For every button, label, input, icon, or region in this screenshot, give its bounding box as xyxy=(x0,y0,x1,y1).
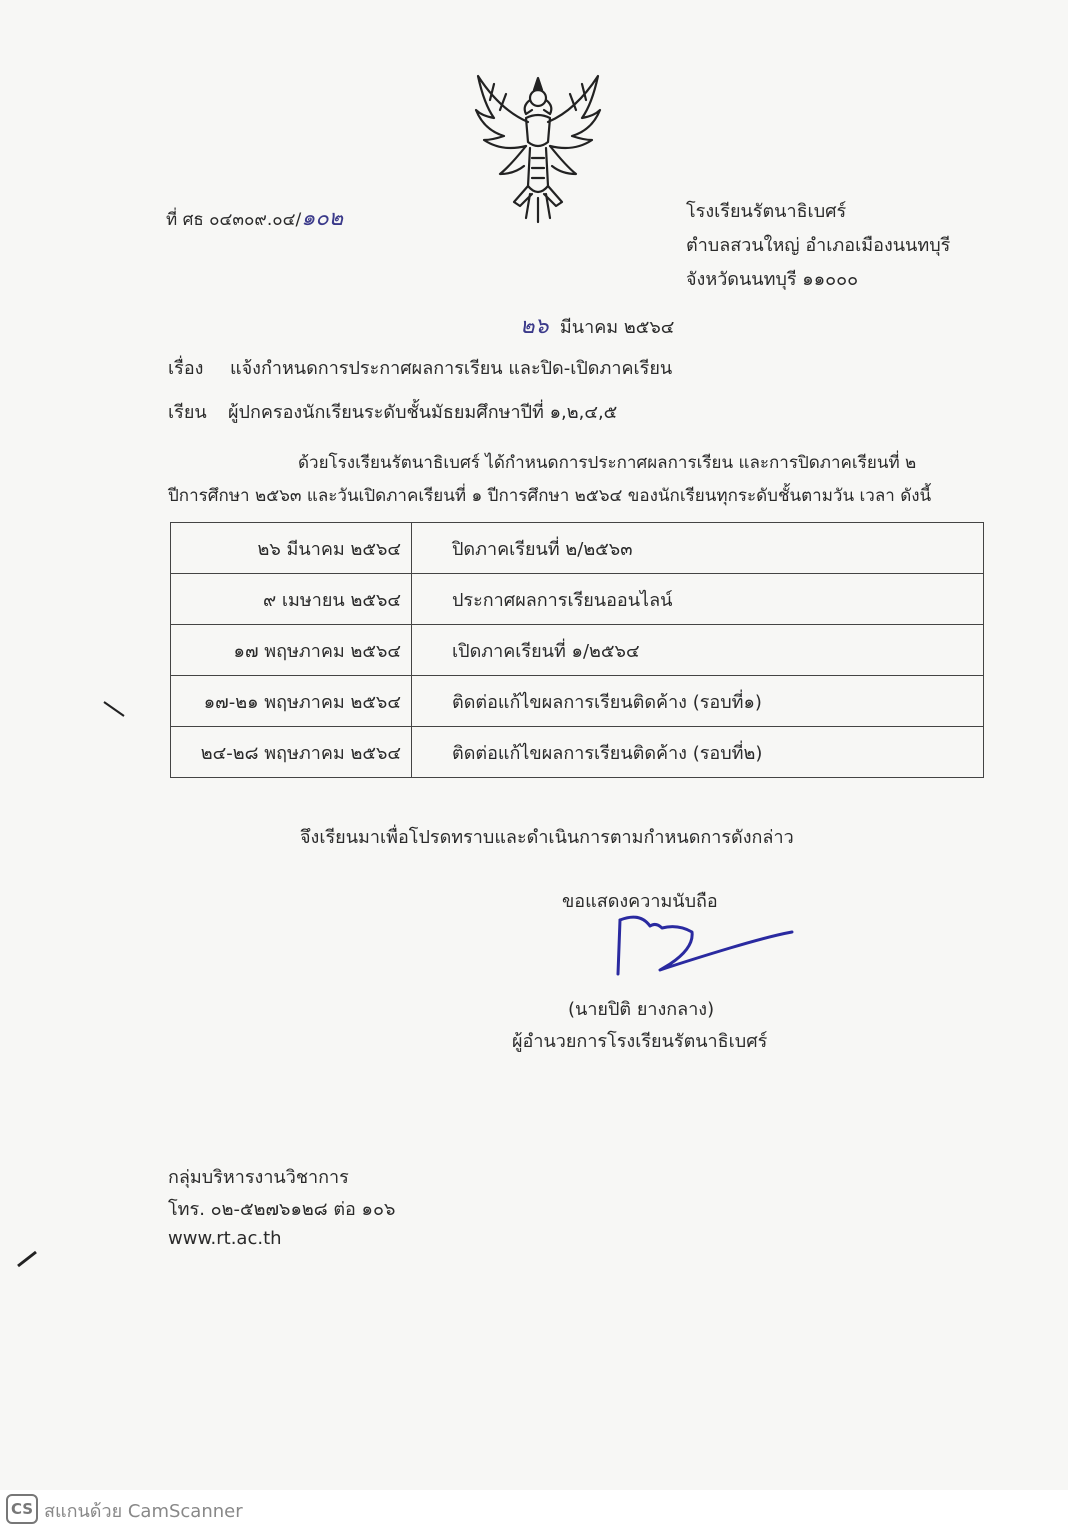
to-label: เรียน xyxy=(168,402,207,423)
school-name: โรงเรียนรัตนาธิเบศร์ xyxy=(686,201,847,222)
stray-mark-icon xyxy=(14,1248,40,1272)
subject-label: เรื่อง xyxy=(168,358,204,379)
schedule-row xyxy=(171,574,984,625)
schedule-event: เปิดภาคเรียนที่ ๑/๒๕๖๔ xyxy=(412,625,984,676)
reference-number: ที่ ศธ ๐๔๓๐๙.๐๔/๑๐๒ xyxy=(166,206,344,231)
schedule-date: ๒๔-๒๘ พฤษภาคม ๒๕๖๔ xyxy=(171,727,412,778)
schedule-date: ๑๗ พฤษภาคม ๒๕๖๔ xyxy=(171,625,412,676)
reference-handwritten: ๑๐๒ xyxy=(301,206,344,231)
schedule-event: ปิดภาคเรียนที่ ๒/๒๕๖๓ xyxy=(412,523,984,574)
schedule-date: ๑๗-๒๑ พฤษภาคม ๒๕๖๔ xyxy=(171,676,412,727)
signature-icon xyxy=(610,908,800,980)
schedule-date: ๙ เมษายน ๒๕๖๔ xyxy=(171,574,412,625)
schedule-event: ติดต่อแก้ไขผลการเรียนติดค้าง (รอบที่๒) xyxy=(412,727,984,778)
camscanner-label: สแกนด้วย CamScanner xyxy=(44,1501,243,1522)
website-link[interactable]: www.rt.ac.th xyxy=(168,1228,282,1249)
signer-title: ผู้อำนวยการโรงเรียนรัตนาธิเบศร์ xyxy=(512,1031,768,1052)
garuda-emblem-icon xyxy=(470,70,606,226)
regards-text: ขอแสดงความนับถือ xyxy=(562,891,718,912)
signer-name: (นายปิติ ยางกลาง) xyxy=(568,999,715,1020)
schedule-event: ติดต่อแก้ไขผลการเรียนติดค้าง (รอบที่๑) xyxy=(412,676,984,727)
date-day-handwritten: ๒๖ xyxy=(520,314,549,339)
schedule-row xyxy=(171,625,984,676)
camscanner-logo-icon: CS xyxy=(6,1494,38,1524)
school-address-line2: จังหวัดนนทบุรี ๑๑๐๐๐ xyxy=(686,269,859,290)
schedule-event: ประกาศผลการเรียนออนไลน์ xyxy=(412,574,984,625)
schedule-table xyxy=(170,522,984,778)
department-name: กลุ่มบริหารงานวิชาการ xyxy=(168,1167,349,1188)
body-line2: ปีการศึกษา ๒๕๖๓ และวันเปิดภาคเรียนที่ ๑ ปีการศึกษา ๒๕๖๔ ของนักเรียนทุกระดับชั้นตามวัน เวลา ดังนี้ xyxy=(168,486,932,506)
closing-line: จึงเรียนมาเพื่อโปรดทราบและดำเนินการตามกำหนดการดังกล่าว xyxy=(300,827,794,848)
body-line1: ด้วยโรงเรียนรัตนาธิเบศร์ ได้กำหนดการประกาศผลการเรียน และการปิดภาคเรียนที่ ๒ xyxy=(298,453,917,473)
subject-text: แจ้งกำหนดการประกาศผลการเรียน และปิด-เปิดภาคเรียน xyxy=(230,358,673,379)
schedule-row xyxy=(171,727,984,778)
phone-number: โทร. ๐๒-๕๒๗๖๑๒๘ ต่อ ๑๐๖ xyxy=(168,1199,396,1220)
stray-mark-icon xyxy=(100,698,130,720)
schedule-row xyxy=(171,676,984,727)
schedule-row xyxy=(171,523,984,574)
school-address-line1: ตำบลสวนใหญ่ อำเภอเมืองนนทบุรี xyxy=(686,235,951,256)
schedule-date: ๒๖ มีนาคม ๒๕๖๔ xyxy=(171,523,412,574)
document-date: ๒๖ มีนาคม ๒๕๖๔ xyxy=(520,314,675,339)
to-text: ผู้ปกครองนักเรียนระดับชั้นมัธยมศึกษาปีที่ ๑,๒,๔,๕ xyxy=(228,402,618,423)
